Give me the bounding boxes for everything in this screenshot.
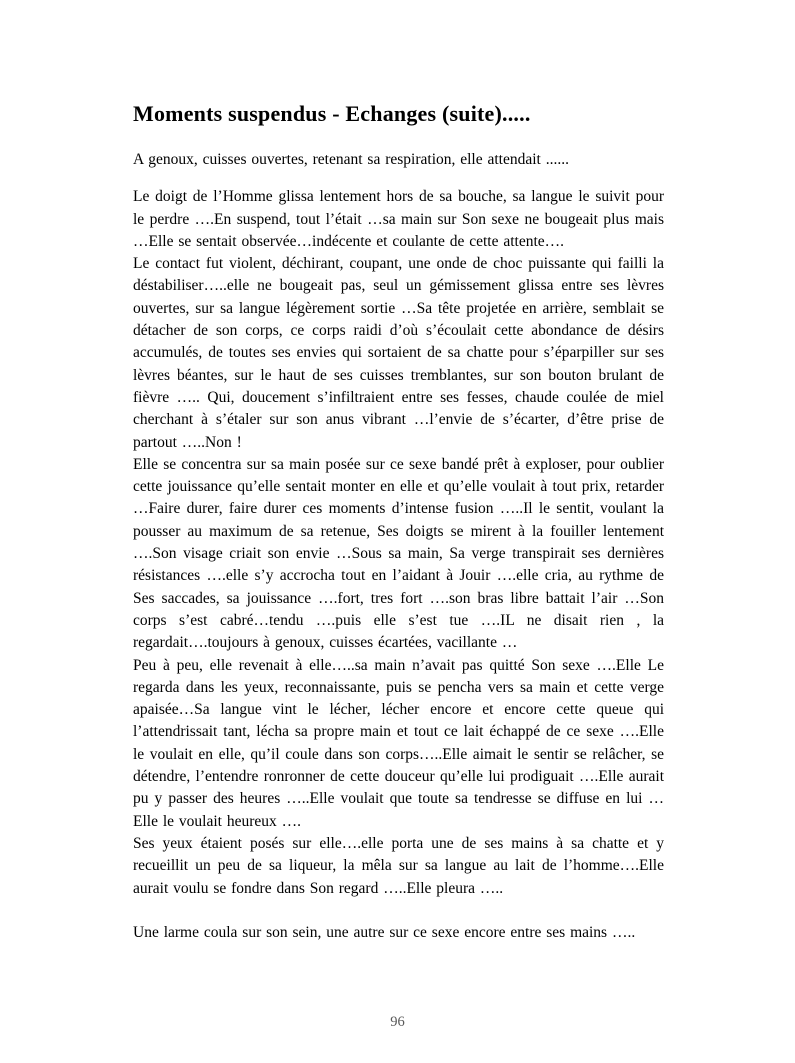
paragraph-4: Elle se concentra sur sa main posée sur ce sexe bandé prêt à exploser, pour oublier cette jouissance qu’elle sentait monter en elle et qu’elle voulait à tout prix, retarder …Faire durer, faire durer ces moments d’intense fusion …..Il le sentit, voulant la pousser au maximum de sa retenue, Ses doigts se mirent à la fouiller lentement ….Son visage criait son envie …Sous sa main, Sa verge transpirait ses dernières résistances ….elle s’y accrocha tout en l’aidant à Jouir ….elle cria, au rythme de Ses saccades, sa jouissance ….fort, tres fort ….son bras libre battait l’air …Son corps s’est cabré…tendu ….puis elle s’est tue ….IL ne disait rien , la regardait….toujours à genoux, cuisses écartées, vacillante … (133, 455, 664, 652)
page-title: Moments suspendus - Echanges (suite)..... (133, 101, 531, 126)
paragraph-1: A genoux, cuisses ouvertes, retenant sa respiration, elle attendait ...... (133, 151, 569, 168)
paragraph-2: Le doigt de l’Homme glissa lentement hors de sa bouche, sa langue le suivit pour le perdre ….En suspend, tout l’était …sa main sur Son sexe ne bougeait plus mais …Elle se sentait observée…indécente et coulante de cette attente…. (133, 188, 664, 250)
paragraph-3: Le contact fut violent, déchirant, coupant, une onde de choc puissante qui failli la déstabiliser…..elle ne bougeait pas, seul un gémissement glissa entre ses lèvres ouvertes, sur sa langue légèrement sortie …Sa tête projetée en arrière, semblait se détacher de son corps, ce corps raidi d’où s’écoulait cette abondance de désirs accumulés, de toutes ses envies qui sortaient de sa chatte pour s’éparpiller sur ses lèvres béantes, sur le haut de ses cuisses tremblantes, sur son bouton brulant de fièvre ….. Qui, doucement s’infiltraient entre ses fesses, chaude coulée de miel cherchant à s’étaler sur son anus vibrant …l’envie de s’écarter, d’être prise de partout …..Non ! (133, 255, 664, 451)
paragraph-6: Ses yeux étaient posés sur elle….elle porta une de ses mains à sa chatte et y recueillit un peu de sa liqueur, la mêla sur sa langue au lait de l’homme….Elle aurait voulu se fondre dans Son regard …..Elle pleura ….. (133, 834, 664, 897)
document-content (133, 100, 664, 944)
paragraph-5: Peu à peu, elle revenait à elle…..sa main n’avait pas quitté Son sexe ….Elle Le regarda dans les yeux, reconnaissante, puis se pencha vers sa main et cette verge apaisée…Sa langue vint le lécher, lécher encore et encore cette queue qui l’attendrissait tant, lécha sa propre main et tout ce lait échappé de ce sexe ….Elle le voulait en elle, qu’il coule dans son corps…..Elle aimait le sentir se relâcher, se détendre, l’entendre ronronner de cette douceur qu’elle lui prodiguait ….Elle aurait pu y passer des heures …..Elle voulait que toute sa tendresse se diffuse en lui …Elle le voulait heureux …. (133, 656, 664, 830)
paragraph-7: Une larme coula sur son sein, une autre sur ce sexe encore entre ses mains ….. (133, 923, 636, 941)
page-number: 96 (390, 1014, 405, 1030)
